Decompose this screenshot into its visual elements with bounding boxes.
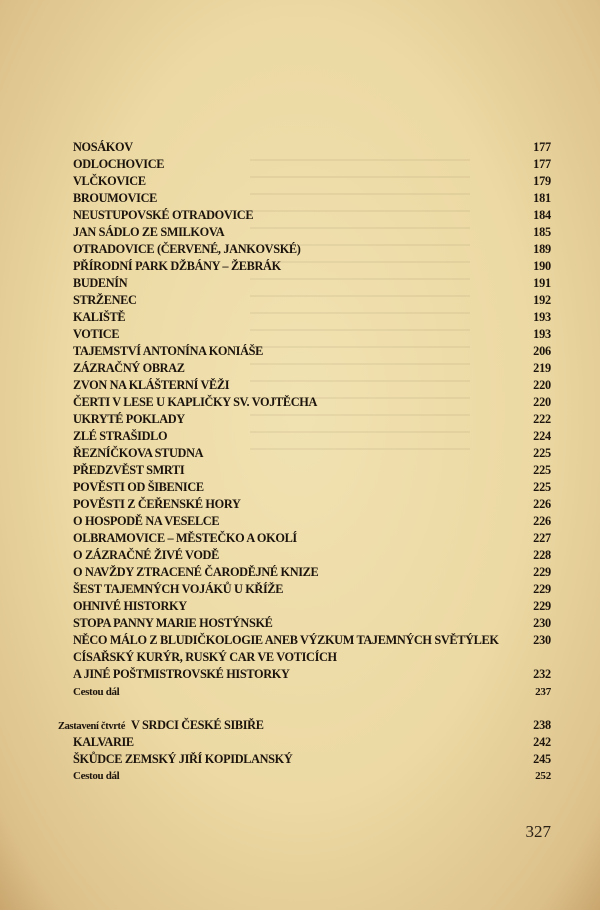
entry-page: 226: [533, 514, 551, 529]
entry-page: 193: [533, 310, 551, 325]
entry-page: 225: [533, 463, 551, 478]
entry-page: 179: [533, 174, 551, 189]
entry-page: 191: [533, 276, 551, 291]
entry-title: JAN SÁDLO ZE SMILKOVA: [73, 225, 225, 240]
entry-page: 229: [533, 599, 551, 614]
entry-title: ČERTI V LESE U KAPLIČKY SV. VOJTĚCHA: [73, 395, 318, 410]
toc-entry[interactable]: [73, 292, 551, 309]
entry-title: ŘEZNÍČKOVA STUDNA: [73, 446, 204, 461]
entry-title: PŘEDZVĚST SMRTI: [73, 463, 185, 478]
toc-entry[interactable]: [73, 479, 551, 496]
entry-title: TAJEMSTVÍ ANTONÍNA KONIÁŠE: [73, 344, 263, 359]
entry-page: 225: [533, 446, 551, 461]
entry-title: KALIŠTĚ: [73, 310, 126, 325]
toc-entry[interactable]: [73, 649, 551, 666]
toc-entry[interactable]: [73, 547, 551, 564]
toc-entry[interactable]: [73, 411, 551, 428]
toc-entry[interactable]: [73, 326, 551, 343]
entry-title: ŠKŮDCE ZEMSKÝ JIŘÍ KOPIDLANSKÝ: [73, 751, 293, 766]
entry-page: 177: [533, 140, 551, 154]
toc-entry[interactable]: [73, 139, 551, 156]
entry-title: KALVARIE: [73, 734, 134, 749]
toc-entry[interactable]: [73, 462, 551, 479]
entry-title: OTRADOVICE (ČERVENÉ, JANKOVSKÉ): [73, 242, 301, 257]
toc-entry[interactable]: [73, 598, 551, 615]
entry-page: 206: [533, 344, 551, 359]
entry-title: STOPA PANNY MARIE HOSTÝNSKÉ: [73, 616, 273, 631]
entry-title: ODLOCHOVICE: [73, 157, 165, 172]
entry-title: O HOSPODĚ NA VESELCE: [73, 514, 220, 529]
entry-title: VLČKOVICE: [73, 174, 146, 189]
entry-page: 220: [533, 378, 551, 393]
entry-title: OLBRAMOVICE – MĚSTEČKO A OKOLÍ: [73, 531, 297, 546]
entry-page: 232: [533, 667, 551, 682]
entry-page: 229: [533, 565, 551, 580]
toc-entry[interactable]: [73, 241, 551, 258]
entry-title: ZLÉ STRAŠIDLO: [73, 429, 168, 444]
entry-page: 228: [533, 548, 551, 563]
entry-page: 220: [533, 395, 551, 410]
toc-entry[interactable]: [73, 394, 551, 411]
toc-entry[interactable]: [73, 445, 551, 462]
spacer: [73, 701, 551, 717]
toc-entry[interactable]: [73, 564, 551, 581]
toc-entry[interactable]: [73, 666, 551, 683]
entry-page: 190: [533, 259, 551, 274]
entry-title: ŠEST TAJEMNÝCH VOJÁKŮ U KŘÍŽE: [73, 582, 284, 597]
toc-entry[interactable]: [73, 309, 551, 326]
page-number: 327: [525, 822, 551, 841]
entry-title: BUDENÍN: [73, 276, 128, 291]
entry-title: STRŽENEC: [73, 293, 137, 308]
toc-entry[interactable]: [73, 734, 551, 751]
section-page: 238: [533, 717, 551, 732]
entry-page: 177: [533, 157, 551, 172]
entry-page: 230: [533, 616, 551, 631]
entry-title: NOSÁKOV: [73, 140, 133, 154]
entry-title: NEUSTUPOVSKÉ OTRADOVICE: [73, 208, 254, 223]
toc-entry[interactable]: [73, 684, 551, 701]
toc-entry[interactable]: [73, 275, 551, 292]
entry-page: 219: [533, 361, 551, 376]
table-of-contents: [58, 139, 551, 785]
entry-title: NĚCO MÁLO Z BLUDIČKOLOGIE ANEB VÝZKUM TAJEMNÝCH SVĚTÝLEK: [73, 633, 499, 648]
entry-title: UKRYTÉ POKLADY: [73, 412, 185, 427]
toc-entry[interactable]: [73, 615, 551, 632]
toc-entry[interactable]: [73, 751, 551, 768]
entry-page: 192: [533, 293, 551, 308]
entry-page: 181: [533, 191, 551, 206]
entry-page: 229: [533, 582, 551, 597]
entry-page: 185: [533, 225, 551, 240]
entry-page: 227: [533, 531, 551, 546]
entry-page: 225: [533, 480, 551, 495]
toc-entry[interactable]: [73, 513, 551, 530]
toc-entry[interactable]: [73, 768, 551, 785]
section-entries: [73, 734, 551, 785]
toc-entry[interactable]: [73, 377, 551, 394]
entry-title: POVĚSTI Z ČEŘENSKÉ HORY: [73, 497, 241, 512]
toc-entry[interactable]: [73, 190, 551, 207]
toc-entry[interactable]: [73, 581, 551, 598]
toc-entry[interactable]: [73, 258, 551, 275]
entry-title: PŘÍRODNÍ PARK DŽBÁNY – ŽEBRÁK: [73, 259, 281, 274]
entry-title: ZÁZRAČNÝ OBRAZ: [73, 361, 185, 376]
entry-page: 226: [533, 497, 551, 512]
entry-title: Cestou dál: [73, 769, 120, 782]
entry-title: O NAVŽDY ZTRACENÉ ČARODĚJNÉ KNIZE: [73, 565, 319, 580]
entry-page: 189: [533, 242, 551, 257]
entry-page: 252: [535, 769, 551, 782]
entry-title: BROUMOVICE: [73, 191, 157, 206]
toc-entry[interactable]: [73, 530, 551, 547]
section-heading[interactable]: [58, 717, 551, 734]
toc-entry[interactable]: [73, 360, 551, 377]
toc-entries: [73, 139, 551, 701]
entry-page: 193: [533, 327, 551, 342]
toc-entry[interactable]: [73, 343, 551, 360]
section-title: V SRDCI ČESKÉ SIBIŘE: [131, 717, 264, 732]
entry-title: O ZÁZRAČNÉ ŽIVÉ VODĚ: [73, 548, 219, 563]
toc-entry[interactable]: [73, 428, 551, 445]
entry-title: OHNIVÉ HISTORKY: [73, 599, 187, 614]
entry-title: VOTICE: [73, 327, 120, 342]
toc-entry[interactable]: [73, 496, 551, 513]
section-label: Zastavení čtvrté: [58, 720, 126, 732]
toc-entry[interactable]: [73, 173, 551, 190]
entry-page: 184: [533, 208, 551, 223]
entry-page: 237: [535, 685, 551, 698]
entry-title: Cestou dál: [73, 685, 120, 698]
entry-title: ZVON NA KLÁŠTERNÍ VĚŽI: [73, 378, 230, 393]
toc-entry[interactable]: [73, 632, 551, 649]
entry-title: A JINÉ POŠTMISTROVSKÉ HISTORKY: [73, 667, 290, 682]
entry-title: CÍSAŘSKÝ KURÝR, RUSKÝ CAR VE VOTICÍCH: [73, 650, 337, 665]
entry-page: 245: [533, 751, 551, 766]
entry-page: 242: [533, 734, 551, 749]
toc-entry[interactable]: [73, 156, 551, 173]
entry-page: 222: [533, 412, 551, 427]
toc-entry[interactable]: [73, 224, 551, 241]
entry-title: POVĚSTI OD ŠIBENICE: [73, 480, 204, 495]
toc-entry[interactable]: [73, 207, 551, 224]
entry-page: 230: [533, 633, 551, 648]
entry-page: 224: [533, 429, 551, 444]
